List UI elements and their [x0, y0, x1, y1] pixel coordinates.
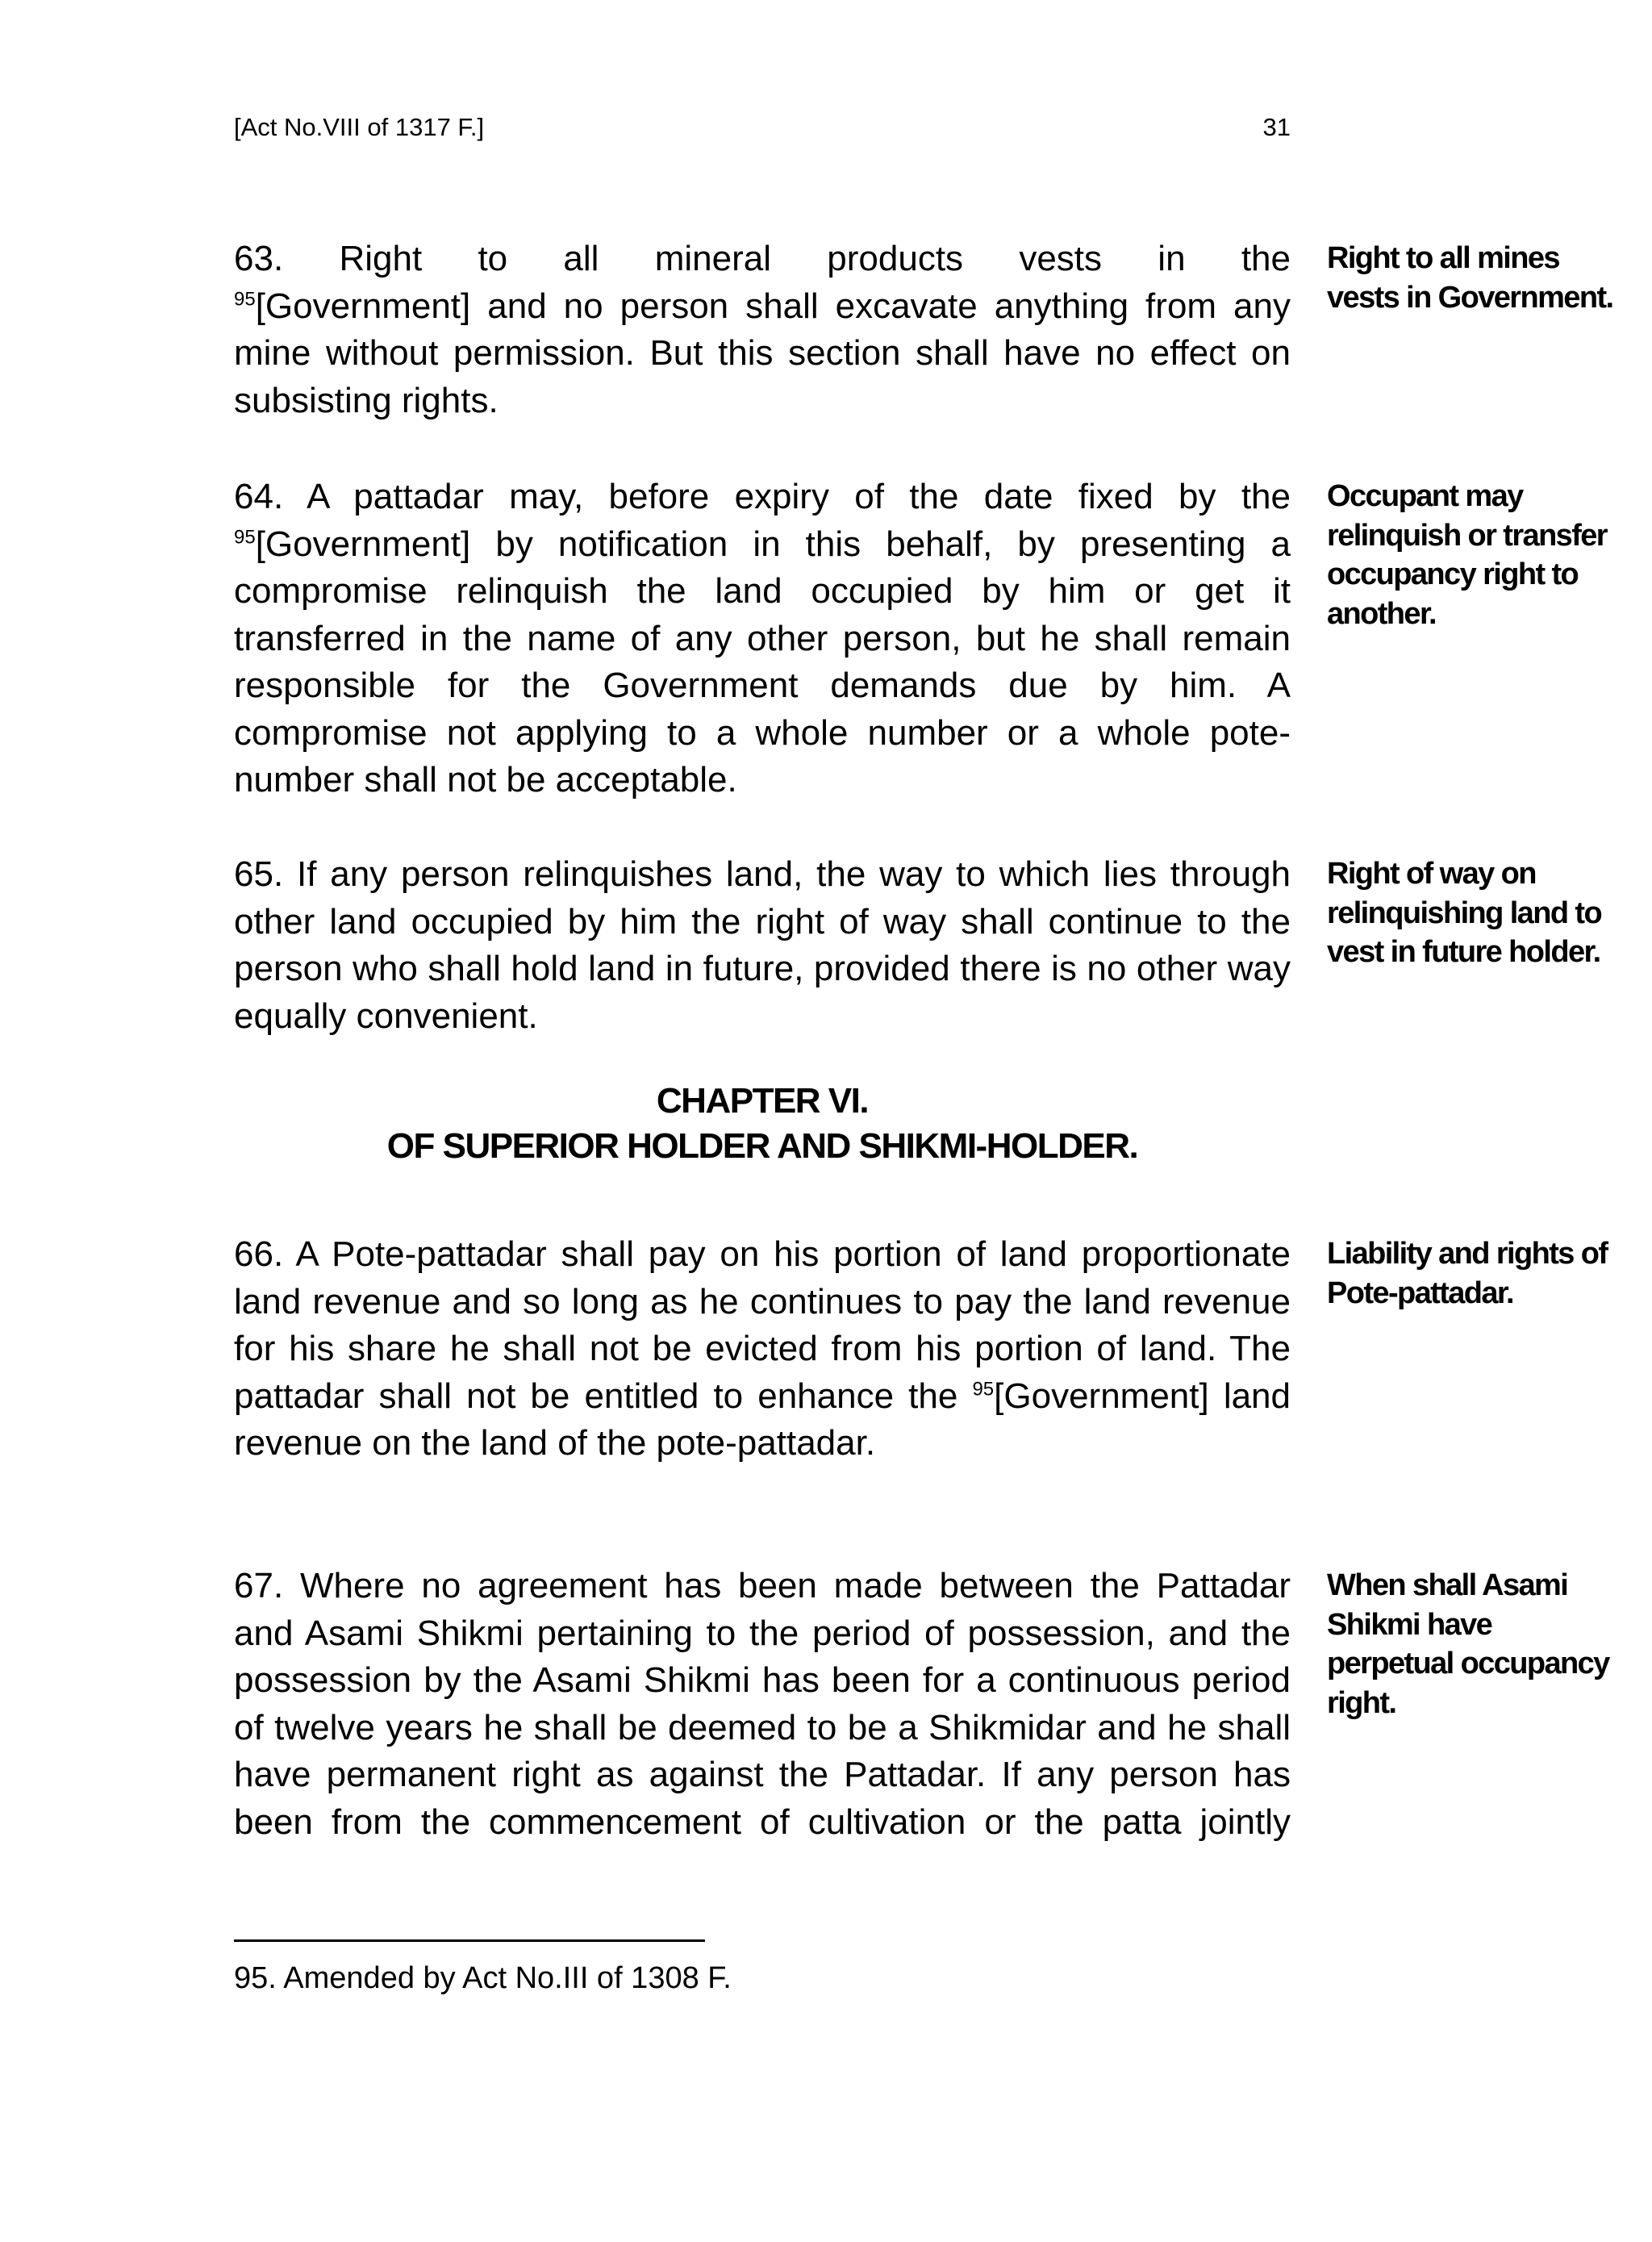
chapter-heading — [234, 1079, 1291, 1169]
section-66-body — [234, 1231, 1291, 1468]
section-65-body: 65. If any person relinquishes land, the way to which lies through other land occupied by him the right of way shall continue to the person who shall hold land in future, provided there is no other way equally convenient. — [234, 854, 1291, 1036]
chapter-title: OF SUPERIOR HOLDER AND SHIKMI-HOLDER. — [386, 1126, 1138, 1166]
footnote-ref-95[interactable]: 95 — [234, 287, 256, 310]
footnote-ref-95[interactable]: 95 — [234, 525, 256, 548]
section-63-text: [Government] and no person shall excavate anything from any mine without permission. But this section shall have no effect on subsisting rights. — [234, 286, 1291, 420]
page-number: 31 — [1262, 113, 1291, 141]
margin-note-64: Occupant may relinquish or transfer occupancy right to another. — [1327, 479, 1607, 631]
footnote-divider — [234, 1939, 705, 1942]
section-63-first-line: 63. Right to all mineral products vests in the — [234, 239, 1291, 278]
chapter-number: CHAPTER VI. — [656, 1081, 869, 1121]
footnote-ref-95[interactable]: 95 — [972, 1377, 995, 1400]
margin-note-67: When shall Asami Shikmi have perpetual occupancy right. — [1327, 1568, 1609, 1720]
act-reference: [Act No.VIII of 1317 F.] — [234, 113, 485, 141]
section-66-text-rest: [Government] land revenue on the land of the pote-pattadar. — [234, 1376, 1291, 1463]
margin-note-65: Right of way on relinquishing land to vest in future holder. — [1327, 857, 1602, 969]
running-header — [234, 113, 1291, 145]
section-63-body — [234, 236, 1291, 424]
section-66-text: 66. A Pote-pattadar shall pay on his portion of land proportionate land revenue and so long as he continues to pay the land revenue for his share he shall not be evicted from his portion of land. The pattadar shall not be entitled to enhance the — [234, 1234, 1291, 1416]
section-64-first-line: 64. A pattadar may, before expiry of the date fixed by the — [234, 477, 1291, 516]
margin-note-66: Liability and rights of Pote-pattadar. — [1327, 1237, 1608, 1310]
margin-note-63: Right to all mines vests in Government. — [1327, 241, 1613, 315]
section-64-body — [234, 474, 1291, 804]
section-64-text: [Government] by notification in this behalf, by presenting a compromise relinquish the land occupied by him or get it transferred in the name of any other person, but he shall remain responsible for the Government demands due by him. A compromise not applying to a whole number or a whole pote-number shall not be acceptable. — [234, 524, 1291, 800]
section-67-body: 67. Where no agreement has been made between the Pattadar and Asami Shikmi pertaining to the period of possession, and the possession by the Asami Shikmi has been for a continuous period of twelve years he shall be deemed to be a Shikmidar and he shall have permanent right as against the Pattadar. If any person has been from the commencement of cultivation or the patta jointly — [234, 1566, 1291, 1842]
footnote-95: 95. Amended by Act No.III of 1308 F. — [234, 1961, 732, 1995]
